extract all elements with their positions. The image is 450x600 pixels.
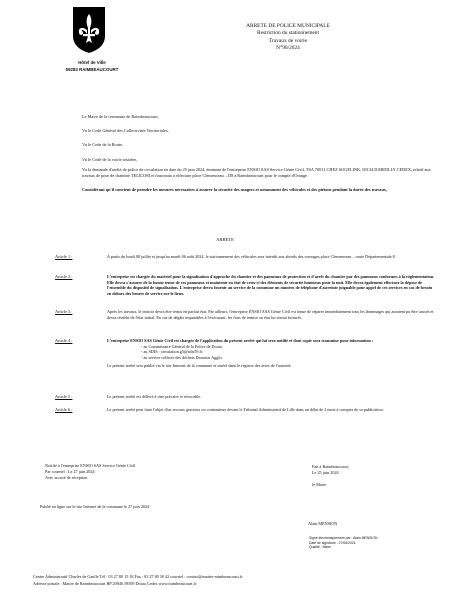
notification-recipient: Notifié à l'entreprise ENSIO SAS Service Génie Civil (45, 463, 136, 468)
article-2-label: Article 2 : (55, 274, 73, 279)
decree-title-block (226, 23, 350, 53)
visa-code-route: Vu le Code de la Route, (82, 142, 124, 148)
recipient-item: - au Commissaire Général de la Police de Douai, (141, 344, 437, 350)
article-5-label: Article 5 : (55, 394, 73, 399)
publication-notice: Publié en ligne sur le site Internet de la commune le 27 juin 2024 (40, 504, 150, 509)
electronic-signature-info (309, 536, 429, 550)
mayor-title: le Maire (312, 481, 327, 487)
visa-request: Vu la demande d'arrêté de police de circulation en date du 25 juin 2024, émanant de l'entreprise ENSIO SAS Service Génie Civil, TSA 70011 CHEZ SOGELINK, 69134 DARDILLY CEDEX, relatif aux travaux de pose de chambre TELICOM et fourreaux à effectuer place Clemenceau – D8 à Raimbeaucourt pour le compte d'Orange. (82, 166, 431, 178)
article-4-intro: L'entreprise ENSIO SAS Génie Civil est chargée de l'application du présent arrêté qui lui sera notifié et dont copie sera transmise pour information : (107, 338, 374, 343)
article-3-label: Article 3 : (55, 309, 73, 314)
footer (33, 573, 433, 587)
footer-postal: Adresse postale : Mairie de Raimbeaucourt BP 20946 59509 Douai Cedex www.raimbeaucourt.fr (33, 581, 197, 586)
signature-date: Date de signature : 27/06/2024 (309, 540, 356, 545)
town-hall-address (52, 60, 132, 73)
signed-by: Signé électroniquement par : Alain MENSION (309, 536, 378, 540)
place: Fait à Raimbeaucourt, (312, 464, 350, 469)
recipient-item: - au SDIS : circulation.g5@sdis59.fr, (141, 349, 437, 355)
notification-block (45, 463, 215, 481)
signer-name: Alain MENSION (308, 521, 338, 526)
article-4-outro: Le présent arrêté sera publié via le site Internet de la commune et inséré dans le registre des actes de l'autorité. (107, 363, 292, 369)
article-5-text: Le présent arrêté est délivré à titre précaire et révocable. (107, 394, 202, 399)
visa-cgct: Vu le Code Général des Collectivités Territoriales, (82, 128, 169, 134)
article-4-text (107, 338, 437, 369)
decree-subject: Restriction du stationnement (257, 30, 319, 37)
arrete-heading: ARRETE (216, 237, 234, 242)
mayor-line: Le Maire de la commune de Raimbeaucourt, (82, 114, 159, 119)
notification-receipt: Avec accusé de réception (45, 474, 88, 480)
article-6-label: Article 6 : (55, 407, 73, 412)
visa-voirie: Vu le Code de la voirie routière, (82, 156, 138, 162)
town-postal-address: 59283 RAIMBEAUCOURT (65, 66, 119, 72)
recipient-list (107, 344, 437, 361)
considering-clause: Considérant qu'il convient de prendre les mesures nécessaires à assurer la sécurité des usagers et notamment des véhicules et des piétons pendant la durée des travaux, (82, 186, 388, 192)
decree-title: ARRETE DE POLICE MUNICIPALE (246, 23, 330, 29)
date: Le 25 juin 2024 (312, 469, 339, 475)
recipient-item: - au service collecte des déchets Douaisis Agglo, (141, 355, 437, 361)
article-4-label: Article 4 : (55, 338, 73, 343)
decree-subtitle: Travaux de voirie (268, 37, 308, 44)
town-hall-name: Hôtel de Ville (78, 60, 106, 65)
article-1-label: Article 1 : (55, 254, 73, 259)
article-6-text: Le présent arrêté peut faire l'objet d'un recours gracieux ou contentieux devant le Tribunal Administratif de Lille dans un délai de 2 mois à compter de sa publication. (107, 407, 384, 412)
preamble (82, 114, 440, 201)
footer-contact: Centre Administratif Charles de Gaulle Tél : 03 27 80 15 18 Fax : 03 27 80 30 42 courriel : contact@mairie-raimbeaucourt.fr (33, 574, 243, 579)
decree-number: N°90/2024 (276, 45, 300, 52)
notification-date: Par courriel : Le 27 juin 2024 (45, 468, 95, 474)
article-1-text: A partir du lundi 08 juillet et jusqu'au mardi 06 août 2024, le stationnement des véhicules sera interdit aux abords des ouvrages place Clemenceau – route Départementale 8. (107, 254, 396, 259)
article-2-text: L'entreprise est chargée du matériel pour la signalisation d'approche du chantier et des panneaux de protection et d'arrêt du chantier par des panneaux conformes à la réglementation. Elle devra s'assurer de la bonne tenue de ces panneaux et maintenir en état de ceux-ci des éléments de sécurité lumineux pour la nuit. Elle devra également effectuer la dépose de l'ensemble du dispositif de signalisation. L'entreprise devra fournir au service de la commune un numéro de téléphone d'astreinte joignable pour appel de ces services en cas de besoin en dehors des heures de service sur le lieux. (107, 274, 435, 296)
place-date-block (312, 464, 412, 488)
signer-role: Qualité : Maire (309, 545, 332, 550)
fleur-de-lis-shield-logo (72, 6, 106, 54)
article-3-text: Après les travaux, le trottoir devra être remis en parfait état. Par ailleurs, l'entreprise ENSIO SAS Génie Civil est tenue de réparer immédiatement tous les dommages qui auraient pu être causés et devra rétablir de l'état initial. En cas de dégâts imputables à l'exécutant, les frais de remise en état lui seront facturés. (107, 309, 434, 320)
